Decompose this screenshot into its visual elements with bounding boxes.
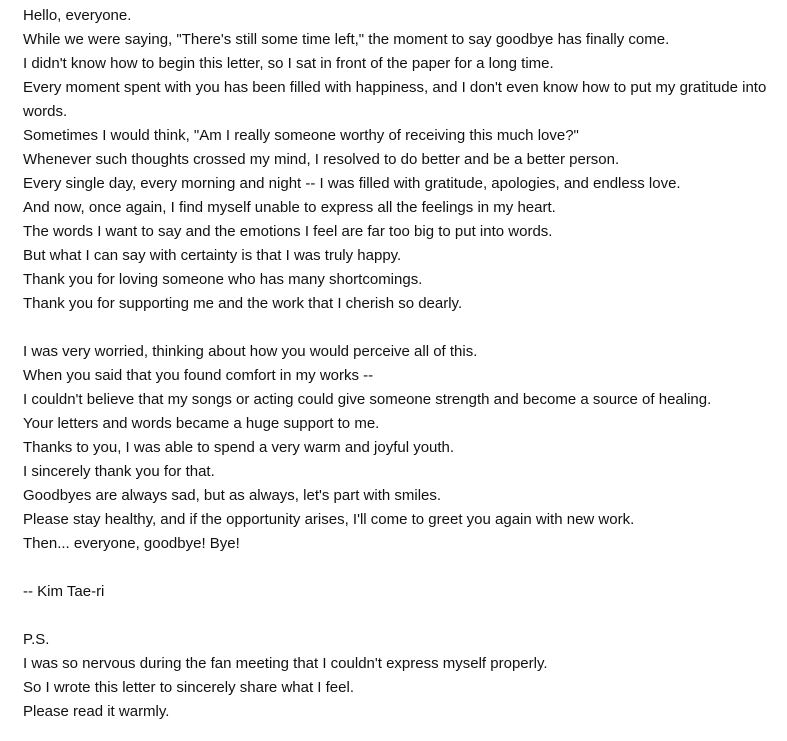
letter-line: So I wrote this letter to sincerely share what I feel. xyxy=(23,679,354,696)
letter-paragraph-1 xyxy=(23,4,783,316)
letter-line: I couldn't believe that my songs or acting could give someone strength and become a source of healing. xyxy=(23,391,712,408)
letter-line: When you said that you found comfort in my works -- xyxy=(23,367,374,384)
letter-postscript xyxy=(23,628,783,724)
letter-line: While we were saying, "There's still some time left," the moment to say goodbye has finally come. xyxy=(23,31,670,48)
letter-line: Hello, everyone. xyxy=(23,7,132,24)
letter-line: The words I want to say and the emotions I feel are far too big to put into words. xyxy=(23,223,553,240)
paragraph-gap xyxy=(23,316,783,340)
letter-line: I was so nervous during the fan meeting that I couldn't express myself properly. xyxy=(23,655,548,672)
letter-signature: -- Kim Tae-ri xyxy=(23,583,105,600)
letter-signature-block xyxy=(23,580,783,604)
letter-line: And now, once again, I find myself unable to express all the feelings in my heart. xyxy=(23,199,556,216)
letter-line: Your letters and words became a huge support to me. xyxy=(23,415,380,432)
letter-line: Please stay healthy, and if the opportunity arises, I'll come to greet you again with new work. xyxy=(23,511,635,528)
letter-line: Goodbyes are always sad, but as always, let's part with smiles. xyxy=(23,487,442,504)
letter-line: I sincerely thank you for that. xyxy=(23,463,215,480)
letter-line: Every moment spent with you has been filled with happiness, and I don't even know how to put my gratitude into words. xyxy=(23,79,767,120)
letter-line: Whenever such thoughts crossed my mind, I resolved to do better and be a better person. xyxy=(23,151,620,168)
letter-line: I was very worried, thinking about how you would perceive all of this. xyxy=(23,343,478,360)
letter-line: Thank you for supporting me and the work that I cherish so dearly. xyxy=(23,295,463,312)
letter-paragraph-2 xyxy=(23,340,783,556)
letter-line: Thank you for loving someone who has many shortcomings. xyxy=(23,271,423,288)
letter-body xyxy=(23,4,783,724)
letter-line: Every single day, every morning and night -- I was filled with gratitude, apologies, and endless love. xyxy=(23,175,681,192)
letter-line: Thanks to you, I was able to spend a very warm and joyful youth. xyxy=(23,439,455,456)
letter-line: But what I can say with certainty is that I was truly happy. xyxy=(23,247,402,264)
letter-line: Sometimes I would think, "Am I really someone worthy of receiving this much love?" xyxy=(23,127,579,144)
paragraph-gap xyxy=(23,556,783,580)
paragraph-gap xyxy=(23,604,783,628)
letter-line: Please read it warmly. xyxy=(23,703,170,720)
letter-line: Then... everyone, goodbye! Bye! xyxy=(23,535,240,552)
postscript-label: P.S. xyxy=(23,631,50,648)
letter-line: I didn't know how to begin this letter, so I sat in front of the paper for a long time. xyxy=(23,55,554,72)
